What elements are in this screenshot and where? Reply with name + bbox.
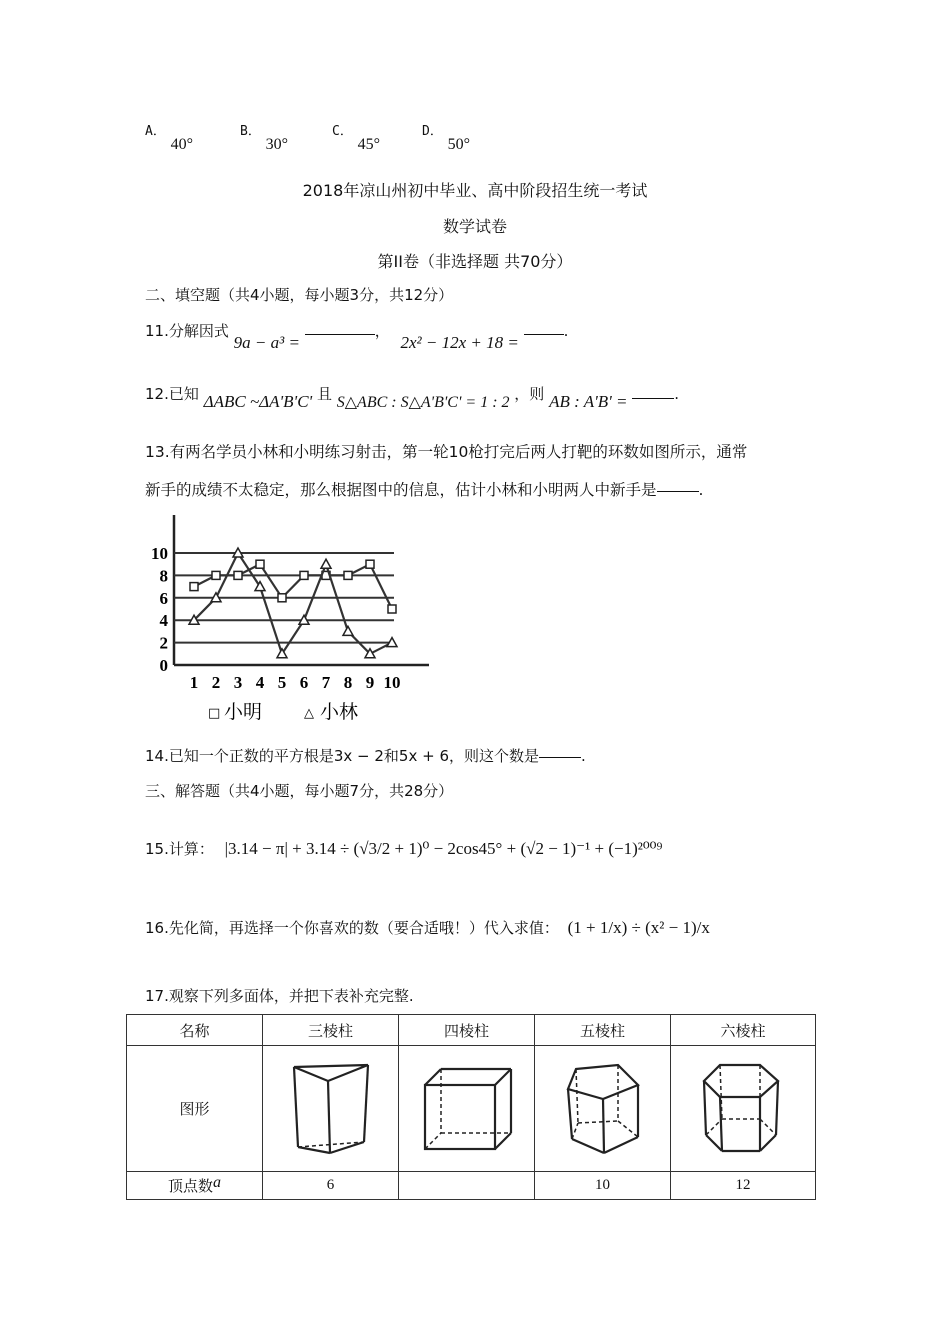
math-expression: 2x² − 12x + 18 =	[400, 333, 519, 352]
polyhedron-table	[126, 1014, 816, 1200]
option-letter: B．	[240, 124, 261, 139]
x-tick-label: 4	[255, 673, 265, 692]
figure-cell	[535, 1046, 671, 1172]
series-line-xiaoming	[194, 564, 392, 609]
exam-title: 2018年凉山州初中毕业、高中阶段招生统一考试	[302, 181, 648, 200]
option-b	[240, 120, 289, 153]
y-tick-label: 6	[159, 588, 168, 608]
question-13-line-1: 13.有两名学员小林和小明练习射击，第一轮10枪打完后两人打靶的环数如图所示，通常	[145, 443, 748, 461]
data-point-square	[212, 571, 220, 579]
x-tick-label: 1	[189, 673, 199, 692]
data-point-square	[300, 571, 308, 579]
table-header: 五棱柱	[535, 1015, 671, 1046]
data-point-square	[388, 605, 396, 613]
question-label: 12.已知	[145, 385, 199, 403]
data-point-square	[366, 560, 374, 568]
option-value: 30°	[265, 136, 289, 153]
figure-cell	[399, 1046, 535, 1172]
table-cell: 6	[263, 1172, 399, 1200]
data-point-square	[190, 583, 198, 591]
question-label: 16.先化简，再选择一个你喜欢的数（要合适哦！）代入求值：	[145, 919, 559, 937]
section-heading-fill-in: 二、填空题（共4小题，每小题3分，共12分）	[145, 286, 454, 304]
option-d	[422, 120, 471, 153]
table-header: 三棱柱	[263, 1015, 399, 1046]
question-16	[145, 917, 710, 938]
x-tick-label: 9	[365, 673, 375, 692]
row-label-variable: a	[213, 1174, 221, 1191]
question-13-line-2: 新手的成绩不太稳定，那么根据图中的信息，估计小林和小明两人中新手是 .	[145, 481, 704, 499]
exam-subtitle: 数学试卷	[442, 217, 507, 236]
option-value: 45°	[357, 136, 381, 153]
figure-cell	[263, 1046, 399, 1172]
table-header: 六棱柱	[671, 1015, 816, 1046]
option-letter: A．	[145, 124, 166, 139]
table-header: 四棱柱	[399, 1015, 535, 1046]
conjunction: ，则	[514, 385, 545, 403]
table-row	[127, 1046, 816, 1172]
y-tick-label: 2	[159, 633, 168, 653]
math-expression: |3.14 − π| + 3.14 ÷ (√3/2 + 1)⁰ − 2cos45° + (√2 − 1)⁻¹ + (−1)²⁰⁰⁹	[224, 839, 663, 858]
answer-blank	[524, 333, 564, 335]
option-value: 40°	[170, 136, 194, 153]
row-label: 图形	[127, 1046, 263, 1172]
data-point-square	[234, 571, 242, 579]
table-cell: 10	[535, 1172, 671, 1200]
x-tick-label: 7	[321, 673, 331, 692]
table-header: 名称	[127, 1015, 263, 1046]
data-point-square	[278, 594, 286, 602]
table-cell	[399, 1172, 535, 1200]
answer-blank	[539, 756, 581, 758]
y-tick-label: 8	[159, 566, 168, 586]
answer-blank	[657, 490, 699, 492]
row-label	[127, 1172, 263, 1200]
question-label: 15.计算：	[145, 840, 214, 858]
legend-symbol: □	[208, 706, 221, 721]
question-11: 11.分解因式 9a − a³ = ， 2x² − 12x + 18 = .	[145, 322, 569, 352]
shooting-score-chart	[140, 505, 440, 725]
option-letter: C．	[332, 124, 353, 139]
legend-label: 小明	[224, 701, 263, 723]
question-label: 11.分解因式	[145, 322, 229, 340]
question-15	[145, 838, 662, 859]
x-tick-label: 5	[277, 673, 287, 692]
math-expression: ΔABC ~ΔA'B'C'	[203, 392, 313, 411]
table-row	[127, 1172, 816, 1200]
answer-blank	[305, 333, 375, 335]
question-14: 14.已知一个正数的平方根是3x − 2和5x + 6，则这个数是 .	[145, 747, 586, 765]
option-letter: D．	[422, 124, 443, 139]
option-value: 50°	[447, 136, 471, 153]
math-expression: 9a − a³ =	[233, 333, 300, 352]
legend-label: 小林	[320, 701, 359, 723]
data-point-triangle	[321, 559, 331, 568]
question-17: 17.观察下列多面体，并把下表补充完整.	[145, 987, 414, 1005]
data-point-triangle	[343, 626, 353, 635]
y-tick-label: 4	[159, 611, 168, 631]
conjunction: 且	[316, 385, 332, 403]
legend-symbol: △	[304, 706, 314, 721]
option-a	[145, 120, 194, 153]
row-label-text: 顶点数	[167, 1177, 213, 1195]
x-tick-label: 3	[233, 673, 243, 692]
part-title: 第II卷（非选择题 共70分）	[377, 252, 573, 271]
pentagonal-prism-figure	[558, 1057, 648, 1157]
math-expression: S△ABC : S△A'B'C' = 1 : 2	[336, 394, 510, 411]
table-header-row	[127, 1015, 816, 1046]
x-tick-label: 6	[299, 673, 309, 692]
hexagonal-prism-figure	[698, 1057, 788, 1157]
question-12: 12.已知 ΔABC ~ΔA'B'C' 且 S△ABC : S△A'B'C' = 1 : 2 ，则 AB : A'B' = .	[145, 385, 680, 411]
option-c	[332, 120, 381, 153]
data-point-square	[256, 560, 264, 568]
figure-cell	[671, 1046, 816, 1172]
y-tick-label: 10	[151, 544, 168, 563]
answer-blank	[632, 397, 674, 399]
math-expression: (1 + 1/x) ÷ (x² − 1)/x	[567, 918, 710, 937]
triangular-prism-figure	[286, 1057, 376, 1157]
x-tick-label: 8	[343, 673, 353, 692]
data-point-square	[344, 571, 352, 579]
x-tick-label: 2	[211, 673, 221, 692]
question-text: 新手的成绩不太稳定，那么根据图中的信息，估计小林和小明两人中新手是	[145, 481, 657, 499]
section-heading-solve: 三、解答题（共4小题，每小题7分，共28分）	[145, 782, 454, 800]
y-tick-label: 0	[159, 656, 168, 675]
x-tick-label: 10	[383, 673, 401, 692]
table-cell: 12	[671, 1172, 816, 1200]
math-expression: AB : A'B' =	[549, 392, 628, 411]
square-prism-figure	[417, 1057, 517, 1157]
question-text: 14.已知一个正数的平方根是3x − 2和5x + 6，则这个数是	[145, 747, 539, 765]
